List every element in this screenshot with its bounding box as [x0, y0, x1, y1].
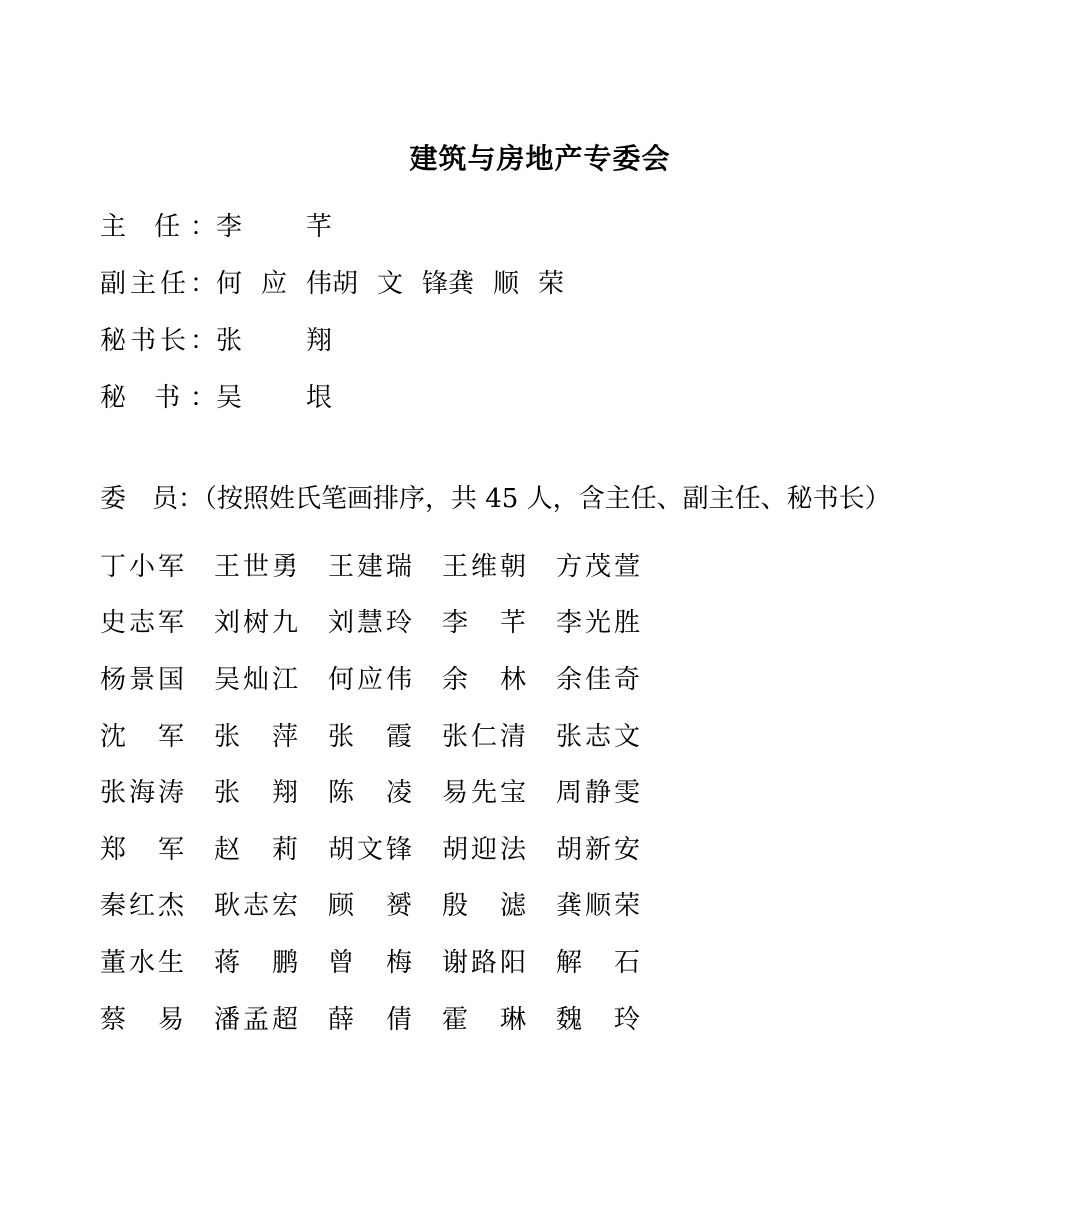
member-name: 李 芊: [442, 608, 526, 639]
officer-role-label: 秘 书 长 ：: [100, 326, 216, 356]
member-name: 秦 红 杰: [100, 891, 184, 922]
member-name: 魏 玲: [556, 1004, 640, 1035]
member-name: 潘 孟 超: [214, 1004, 298, 1035]
member-name: 张 志 文: [556, 721, 640, 752]
member-name: 顾 赟: [328, 891, 412, 922]
member-name: 陈 凌: [328, 778, 412, 809]
officer-name: 龚 顺 荣: [448, 269, 564, 299]
member-name: 李 光 胜: [556, 608, 640, 639]
member-name: 刘 树 九: [214, 608, 298, 639]
member-name: 史 志 军: [100, 608, 184, 639]
officer-row: [100, 310, 564, 367]
member-name: 龚 顺 荣: [556, 891, 640, 922]
member-name: 余 佳 奇: [556, 664, 640, 695]
member-name: 王 维 朝: [442, 551, 526, 582]
member-row: [100, 989, 670, 1046]
officer-row: [100, 196, 564, 253]
officer-row: [100, 253, 564, 310]
member-name: 沈 军: [100, 721, 184, 752]
member-name: 何 应 伟: [328, 664, 412, 695]
member-name: 谢 路 阳: [442, 947, 526, 978]
member-name: 郑 军: [100, 834, 184, 865]
member-row: [100, 932, 670, 989]
member-name: 薛 倩: [328, 1004, 412, 1035]
member-row: [100, 706, 670, 763]
officer-name: 何 应 伟: [216, 269, 332, 299]
officer-role-label: 主 任 ：: [100, 212, 216, 242]
member-row: [100, 536, 670, 593]
member-name: 张 仁 清: [442, 721, 526, 752]
officer-name: 胡 文 锋: [332, 269, 448, 299]
member-row: [100, 819, 670, 876]
officer-name: 李 芊: [216, 212, 332, 242]
officer-names: [216, 206, 332, 243]
member-name: 董 水 生: [100, 947, 184, 978]
member-name: 蒋 鹏: [214, 947, 298, 978]
member-name: 丁 小 军: [100, 551, 184, 582]
member-name: 解 石: [556, 947, 640, 978]
member-name: 张 翔: [214, 778, 298, 809]
member-name: 胡 新 安: [556, 834, 640, 865]
member-name: 赵 莉: [214, 834, 298, 865]
officer-name: 张 翔: [216, 326, 332, 356]
officer-role-label: 副 主 任 ：: [100, 269, 216, 299]
member-name: 耿 志 宏: [214, 891, 298, 922]
member-name: 易 先 宝: [442, 778, 526, 809]
officers-list: [100, 196, 564, 424]
member-name: 余 林: [442, 664, 526, 695]
officer-names: [216, 377, 332, 414]
member-name: 胡 文 锋: [328, 834, 412, 865]
member-name: 殷 滤: [442, 891, 526, 922]
member-name: 刘 慧 玲: [328, 608, 412, 639]
officer-names: [216, 263, 564, 300]
member-name: 张 萍: [214, 721, 298, 752]
member-name: 蔡 易: [100, 1004, 184, 1035]
member-name: 吴 灿 江: [214, 664, 298, 695]
members-grid: [100, 536, 670, 1045]
member-row: [100, 876, 670, 933]
officer-names: [216, 320, 332, 357]
member-name: 胡 迎 法: [442, 834, 526, 865]
member-name: 王 建 瑞: [328, 551, 412, 582]
officer-row: [100, 367, 564, 424]
member-name: 霍 琳: [442, 1004, 526, 1035]
member-name: 方 茂 萱: [556, 551, 640, 582]
officer-role-label: 秘 书 ：: [100, 383, 216, 413]
member-row: [100, 762, 670, 819]
page-title: 建筑与房地产专委会: [409, 142, 671, 175]
member-name: 张 霞: [328, 721, 412, 752]
officer-name: 吴 垠: [216, 383, 332, 413]
members-heading: 委 员：（按照姓氏笔画排序，共 45 人，含主任、副主任、秘书长）: [100, 484, 891, 514]
member-name: 王 世 勇: [214, 551, 298, 582]
member-row: [100, 593, 670, 650]
member-name: 周 静 雯: [556, 778, 640, 809]
member-row: [100, 649, 670, 706]
member-name: 张 海 涛: [100, 778, 184, 809]
member-name: 杨 景 国: [100, 664, 184, 695]
member-name: 曾 梅: [328, 947, 412, 978]
